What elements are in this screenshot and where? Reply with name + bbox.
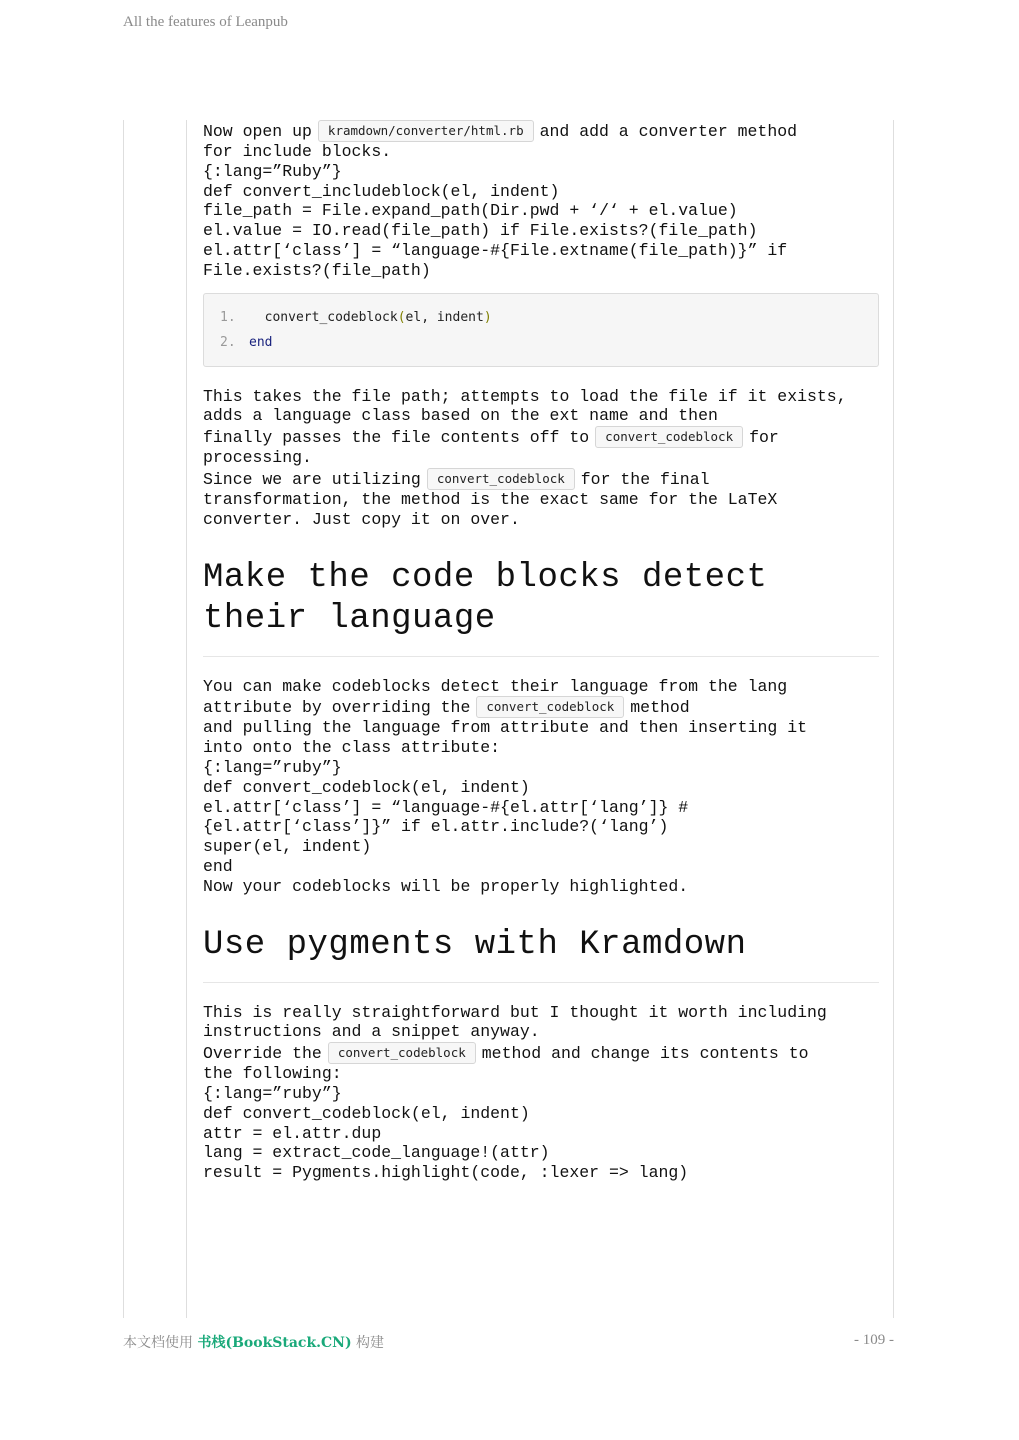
paragraph: This takes the file path; attempts to load the file if it exists, adds a language class based on the ext name and then finally passes the file contents off to convert_codeblock for processing. <box>203 386 847 468</box>
document-body <box>203 120 879 1183</box>
code-line <box>204 331 878 356</box>
inline-code: kramdown/converter/html.rb <box>318 120 534 142</box>
inline-code: convert_codeblock <box>595 426 743 448</box>
inline-code: convert_codeblock <box>427 468 575 490</box>
section-heading: Make the code blocks detect their language <box>203 558 879 657</box>
paragraph: Now open up kramdown/converter/html.rb and add a converter method for include blocks. <box>203 122 798 161</box>
paragraph: Since we are utilizing convert_codeblock for the final transformation, the method is the exact same for the LaTeX converter. Just copy it on over. <box>203 469 778 529</box>
code-text-block: {:lang=”ruby”} def convert_codeblock(el, indent) attr = el.attr.dup lang = extract_code_language!(attr) result = Pygments.highlight(code, :lexer => lang) <box>203 1083 689 1183</box>
running-header: All the features of Leanpub <box>123 14 288 30</box>
footer-brand-link[interactable]: 书栈(BookStack.CN) <box>197 1335 352 1351</box>
code-text-block: {:lang=”ruby”} def convert_codeblock(el, indent) el.attr[‘class’] = “language-#{el.attr[‘lang’]} # {el.attr[‘class’]}” if el.attr.include?(‘lang’) super(el, indent) end <box>203 757 689 876</box>
inline-code: convert_codeblock <box>328 1042 476 1064</box>
footer-credit: 本文档使用 书栈(BookStack.CN) 构建 <box>123 1335 385 1351</box>
code-text-block: {:lang=”Ruby”} def convert_includeblock(el, indent) file_path = File.expand_path(Dir.pwd + ‘/‘ + el.value) el.value = IO.read(file_path) if File.exists?(file_path) el.attr[‘class’] = “language-#{File.extname(file_path)}” if File.exists?(file_path) <box>203 161 788 280</box>
line-number: 1. <box>220 310 236 326</box>
section-heading: Use pygments with Kramdown <box>203 925 879 983</box>
keyword: end <box>249 335 273 351</box>
code-line: 1. convert_codeblock(el, indent) <box>204 306 878 331</box>
page-number: - 109 - <box>854 1332 894 1348</box>
code-block <box>203 293 879 367</box>
inline-code: convert_codeblock <box>476 696 624 718</box>
paragraph: This is really straightforward but I thought it worth including instructions and a snippet anyway. Override the convert_codeblock method and change its contents to the following: <box>203 1002 827 1084</box>
content-rule <box>186 120 187 1318</box>
paragraph: Now your codeblocks will be properly highlighted. <box>203 876 689 896</box>
paragraph: You can make codeblocks detect their language from the lang attribute by overriding the convert_codeblock method and pulling the language from attribute and then inserting it into onto the class attribute: <box>203 676 807 758</box>
line-number: 2. <box>220 335 236 351</box>
